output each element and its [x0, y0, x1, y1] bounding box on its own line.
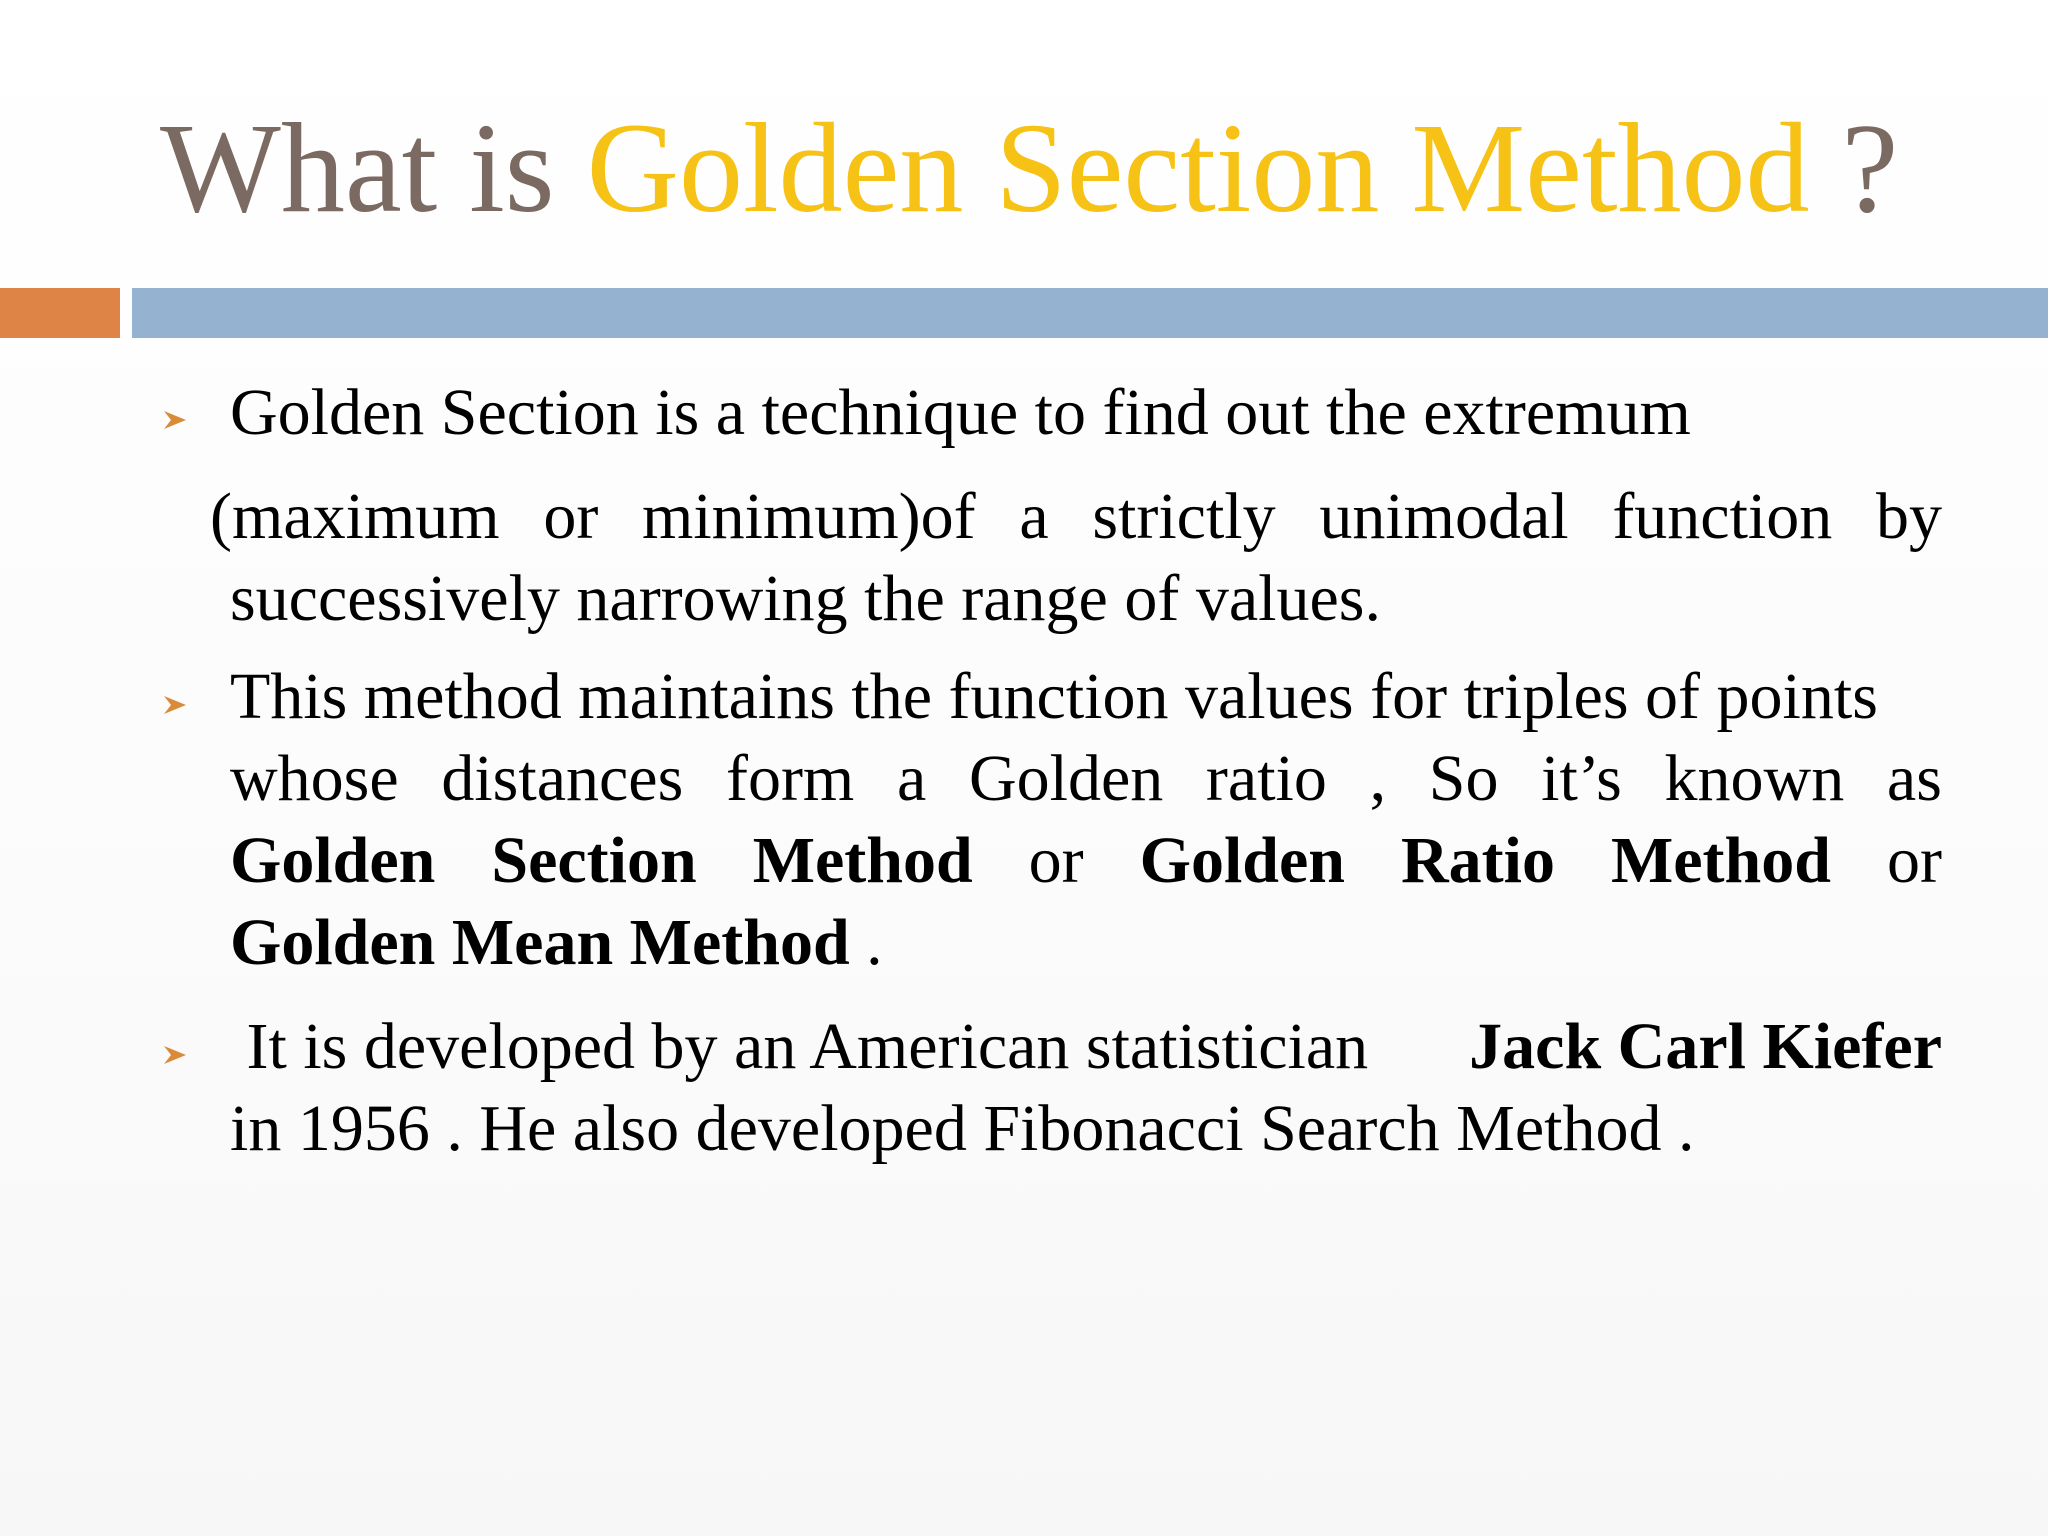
- word: as: [1886, 742, 1942, 815]
- accent-bar-blue: [132, 288, 2048, 338]
- word: (maximum: [210, 480, 500, 553]
- title-prefix: What is: [160, 97, 587, 239]
- text: It is developed by an American statistician: [230, 1010, 1385, 1083]
- bullet-1-text: [230, 372, 1942, 454]
- bullet-3-line-2: in 1956 . He also developed Fibonacci Search Method .: [230, 1092, 1695, 1165]
- word: ratio: [1205, 742, 1327, 815]
- bold-word: Section: [491, 824, 697, 897]
- bold-word: Method: [1610, 824, 1831, 897]
- word: Golden: [968, 742, 1164, 815]
- bullet-1-tail: [230, 558, 1942, 640]
- word: a: [1019, 480, 1049, 553]
- bullet-3-line-1: [230, 1006, 1942, 1088]
- slide-title: [160, 92, 1898, 246]
- bold-word: Ratio: [1401, 824, 1555, 897]
- word: or: [1886, 824, 1942, 897]
- bullet-1-line-1: Golden Section is a technique to find out the extremum: [230, 376, 1691, 449]
- bullet-2-line-2: [230, 738, 1942, 820]
- word: a: [896, 742, 927, 815]
- word: ,: [1369, 742, 1387, 815]
- bullet-1-line-2: [210, 476, 1942, 558]
- bold-word: Golden: [1139, 824, 1346, 897]
- arrowhead-bullet-icon: [160, 405, 190, 435]
- bullet-1-line-3: successively narrowing the range of values.: [230, 562, 1381, 635]
- word: function: [1612, 480, 1833, 553]
- word: So: [1428, 742, 1499, 815]
- bullet-2-line-4: [230, 902, 1942, 984]
- word: or: [1028, 824, 1084, 897]
- arrowhead-bullet-icon: [160, 690, 190, 720]
- bullet-2-text: [230, 656, 1942, 984]
- word: known: [1664, 742, 1845, 815]
- word: distances: [441, 742, 684, 815]
- word: it’s: [1541, 742, 1622, 815]
- line-end: .: [849, 906, 883, 979]
- arrowhead-bullet-icon: [160, 1040, 190, 1070]
- bullet-2-line-3: [230, 820, 1942, 902]
- word: unimodal: [1319, 480, 1569, 553]
- title-suffix: ?: [1809, 97, 1899, 239]
- bold-phrase: Golden Mean Method: [230, 906, 850, 979]
- word: whose: [230, 742, 399, 815]
- word: minimum)of: [641, 480, 976, 553]
- bullet-3-text: [230, 1006, 1942, 1170]
- bold-word: Golden: [230, 824, 436, 897]
- word: form: [725, 742, 855, 815]
- bullet-2-line-1: This method maintains the function values for triples of points: [230, 660, 1878, 733]
- bullet-1-justified: [210, 476, 1942, 558]
- bold-word: Method: [752, 824, 973, 897]
- word: strictly: [1092, 480, 1276, 553]
- word: by: [1875, 480, 1942, 553]
- title-highlight: Golden Section Method: [586, 97, 1810, 239]
- bold-name: Jack Carl Kiefer: [1469, 1010, 1942, 1083]
- accent-bar-orange: [0, 288, 120, 338]
- word: or: [543, 480, 599, 553]
